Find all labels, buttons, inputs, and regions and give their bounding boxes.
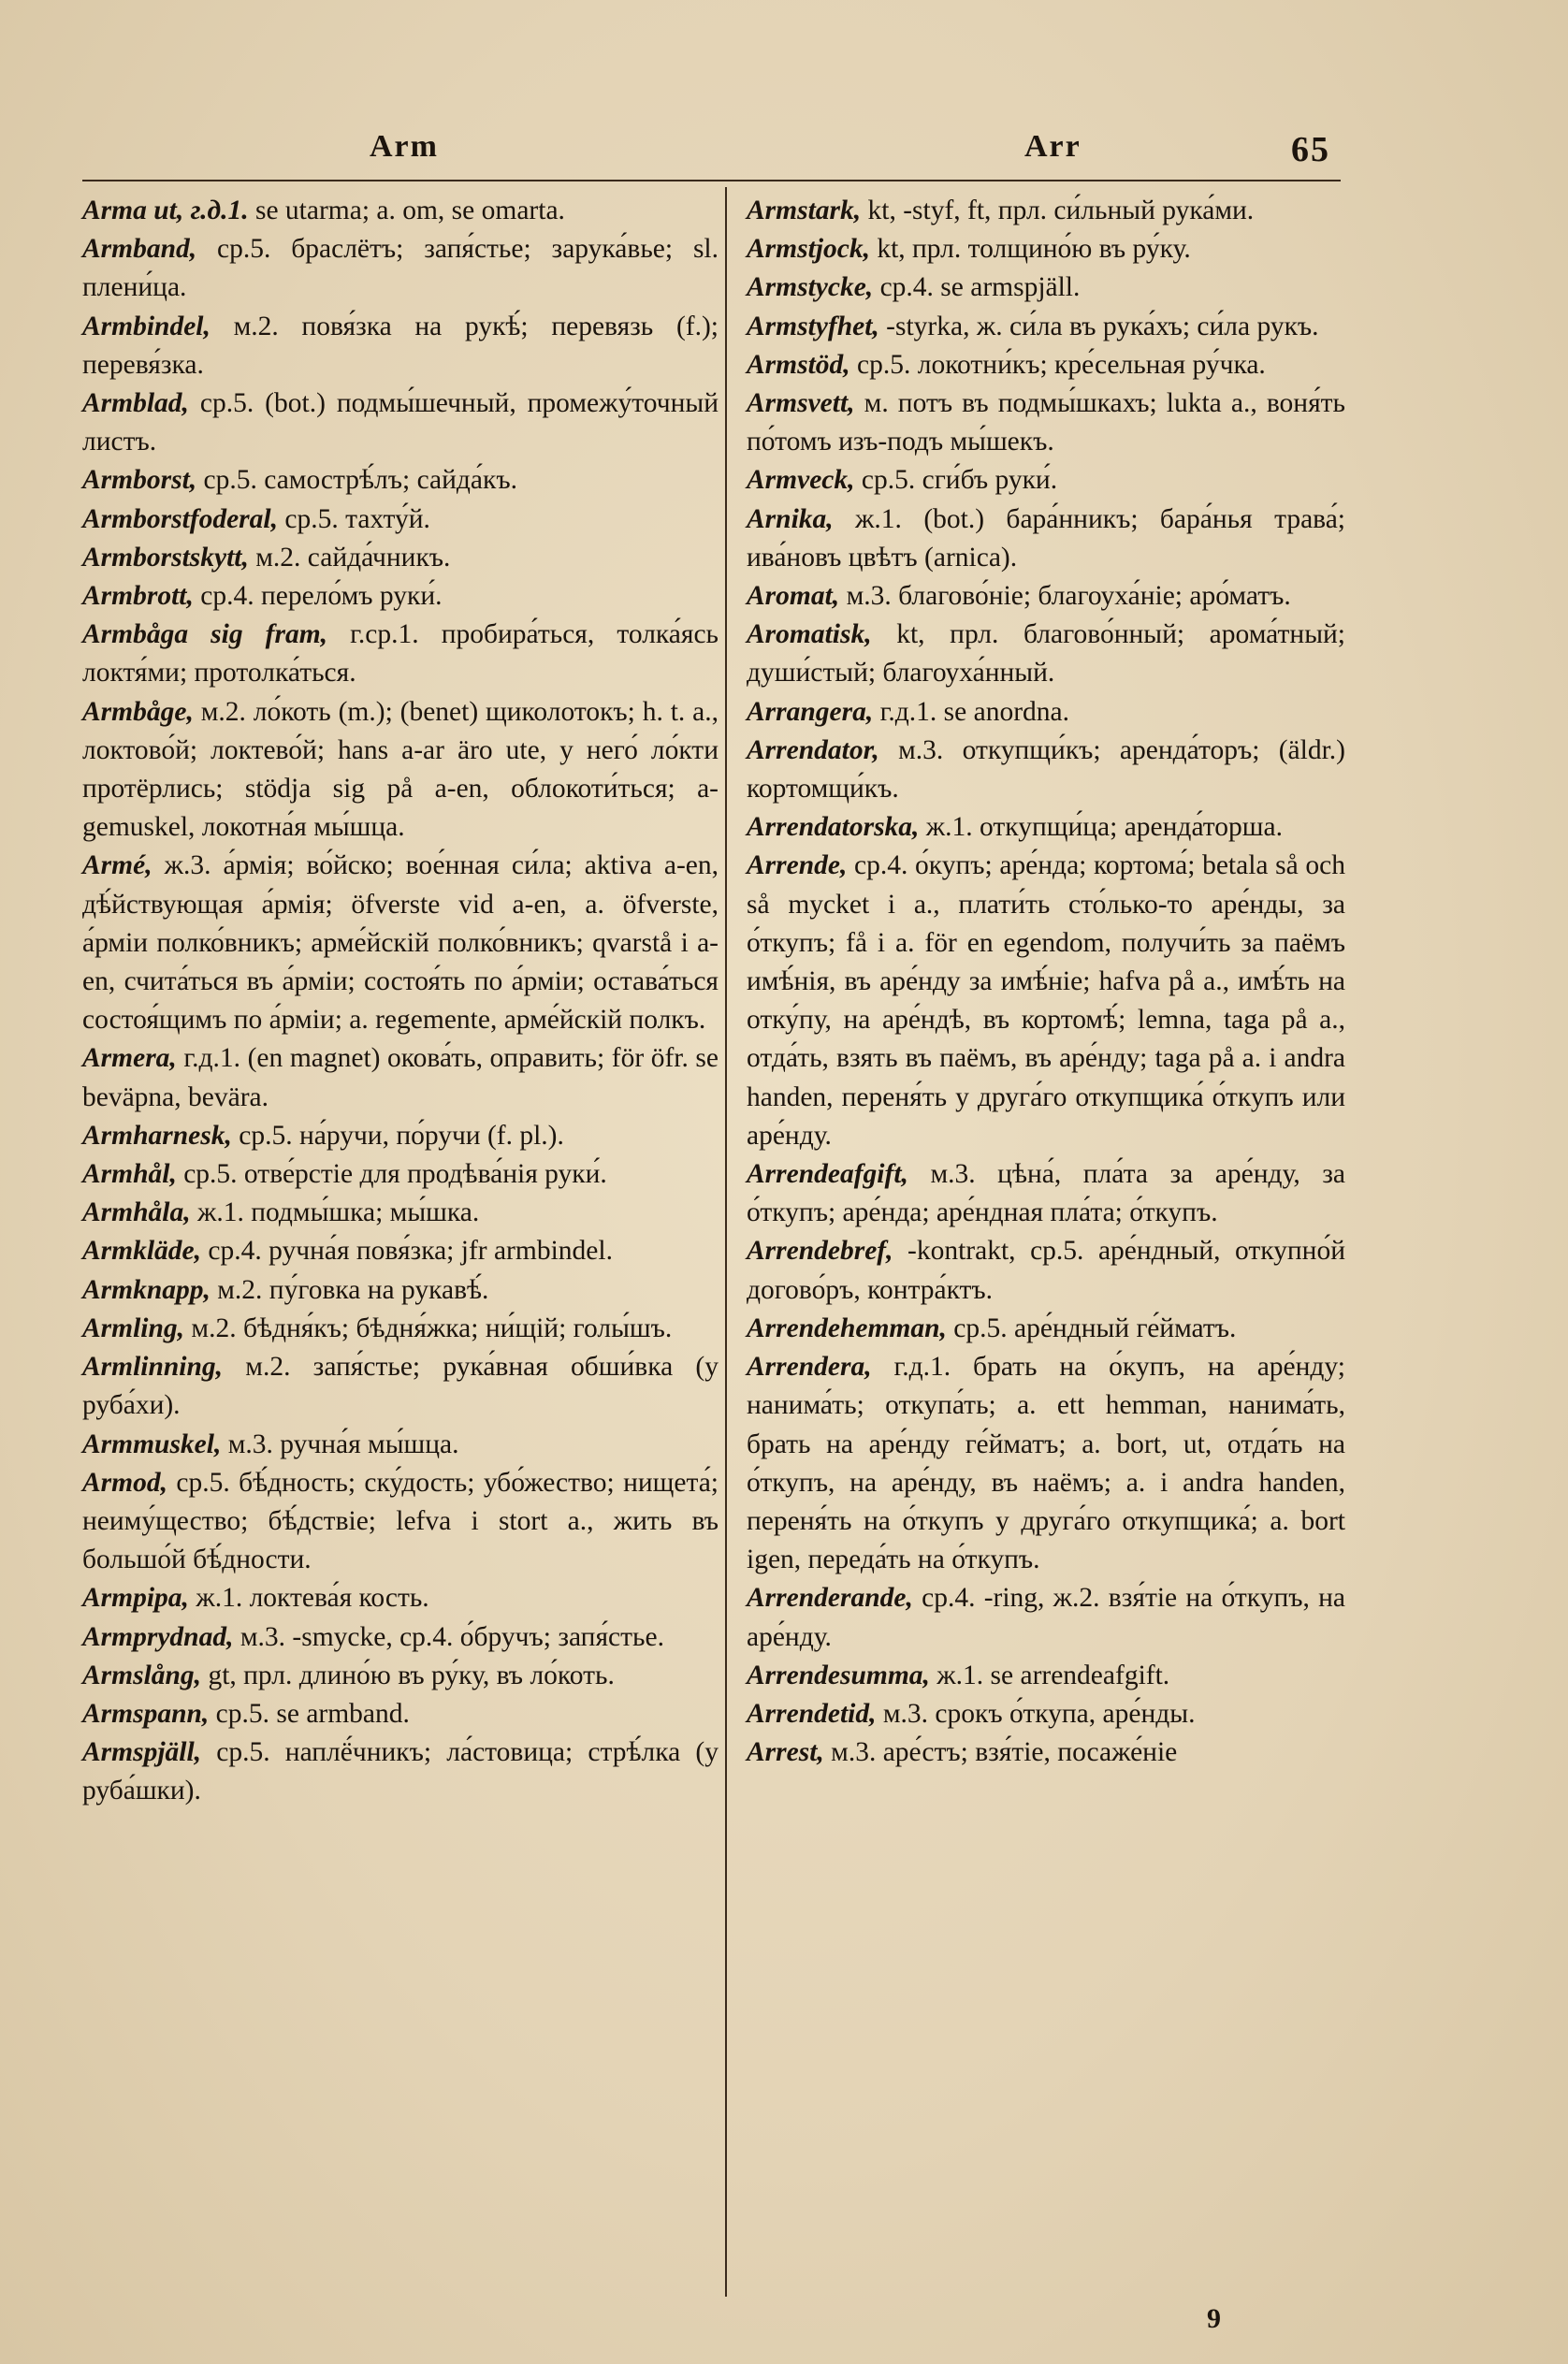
entry-definition: ср.5. браслётъ; запя́стье; зарука́вье; sl. плени́ца.: [82, 234, 719, 303]
dictionary-entry: [82, 539, 719, 577]
entry-definition: м.3. срокъ о́ткупа, аре́нды.: [876, 1698, 1196, 1729]
dictionary-entry: [82, 384, 719, 461]
entry-headword: Armslång,: [82, 1660, 202, 1690]
entry-headword: Aromatisk,: [747, 619, 872, 650]
entry-headword: Armera,: [82, 1043, 177, 1074]
entry-definition: м.3. откупщи́къ; аренда́торъ; (äldr.) кортомщи́къ.: [747, 734, 1345, 805]
dictionary-entry: [82, 230, 719, 307]
entry-headword: Armpipa,: [82, 1583, 189, 1614]
entry-definition: м.3. ручна́я мы́шца.: [221, 1429, 459, 1459]
entry-definition: м.2. сайда́чникъ.: [248, 542, 451, 573]
entry-definition: м.2. повя́зка на рукѣ́; перевязь (f.); перевя́зка.: [82, 311, 719, 380]
entry-definition: ж.1. откупщи́ца; аренда́торша.: [919, 812, 1283, 843]
entry-definition: г.д.1. брать на о́купъ, на аре́нду; нанима́ть; откупа́ть; a. ett hemman, нанима́ть, брать на аре́нду ге́йматъ; a. bort, ut, отда́ть на о́ткупъ, на аре́нду, въ наёмъ; a. i andra handen, переня́ть на о́ткупъ у друга́го откупщика́; a. bort igen, переда́ть на о́ткупъ.: [747, 1352, 1345, 1575]
dictionary-entry: [747, 346, 1345, 384]
dictionary-entry: [747, 1657, 1345, 1695]
entry-headword: Arrendeafgift,: [747, 1159, 908, 1190]
dictionary-entry: [82, 847, 719, 1039]
dictionary-entry: [82, 1695, 719, 1733]
entry-definition: м.2. запя́стье; рука́вная обши́вка (у руба́хи).: [82, 1352, 719, 1421]
dictionary-entry: [747, 1155, 1345, 1232]
right-running-head: Arr: [1024, 129, 1082, 164]
entry-definition: м.3. благово́ніе; благоуха́ніе; аро́матъ.: [839, 581, 1291, 612]
entry-headword: Armblad,: [82, 388, 189, 419]
dictionary-entry: [747, 847, 1345, 1155]
entry-definition: ср.5. сги́бъ руки́.: [854, 465, 1058, 496]
dictionary-entry: [747, 808, 1345, 847]
entry-headword: Armmuskel,: [82, 1429, 222, 1459]
entry-headword: Armveck,: [747, 465, 855, 496]
entry-definition: kt, -styf, ft, прл. си́льный рука́ми.: [861, 196, 1255, 225]
dictionary-entry: [747, 500, 1345, 577]
entry-definition: -kontrakt, ср.5. аре́ндный, откупно́й догово́ръ, контра́ктъ.: [747, 1236, 1345, 1305]
dictionary-entry: [82, 1194, 719, 1232]
entry-definition: ср.5. (bot.) подмы́шечный, промежу́точный листъ.: [82, 388, 719, 457]
entry-definition: ж.3. а́рмія; во́йско; вое́нная си́ла; aktiva a-en, дѣ́йствующая а́рмія; öfverste vid a-en, a. öfverste, а́рміи полко́вникъ; арме́йскій полко́вникъ; qvarstå i a-en, счита́ться въ а́рміи; состоя́ть по а́рміи; остава́ться состоя́щимъ по а́рміи; a. regemente, арме́йскій полкъ.: [82, 850, 719, 1036]
entry-definition: г.д.1. (en magnet) окова́ть, оправить; för öfr. se beväpna, bevära.: [82, 1043, 719, 1112]
entry-definition: ср.5. самострѣ́лъ; сайда́къ.: [196, 465, 517, 496]
dictionary-entry: [82, 192, 719, 230]
entry-headword: Armborstskytt,: [82, 542, 249, 573]
dictionary-entry: [82, 693, 719, 848]
entry-headword: Arrendesumma,: [747, 1660, 930, 1690]
entry-headword: Arrende,: [747, 850, 848, 881]
dictionary-entry: [82, 461, 719, 500]
entry-headword: Armstark,: [747, 196, 862, 225]
entry-headword: Armbindel,: [82, 311, 211, 341]
dictionary-entry: [747, 1348, 1345, 1579]
entry-definition: м. потъ въ подмы́шкахъ; lukta a., воня́ть по́томъ изъ-подъ мы́шекъ.: [747, 388, 1345, 457]
entry-headword: Arrenderande,: [747, 1583, 913, 1614]
entry-headword: Armborst,: [82, 465, 197, 496]
entry-definition: м.2. ло́коть (m.); (benet) щиколотокъ; h. t. a., локтово́й; локтево́й; hans a-ar äro ute, у него́ ло́кти протёрлись; stödja sig på a-en, облокоти́ться; a-gemuskel, локотна́я мы́шца.: [82, 696, 719, 843]
header-rule: [82, 180, 1341, 181]
entry-headword: Arrest,: [747, 1737, 824, 1768]
dictionary-entry: [82, 1733, 719, 1810]
dictionary-entry: [747, 616, 1345, 692]
entry-definition: kt, прл. толщино́ю въ ру́ку.: [869, 234, 1191, 265]
entry-definition: ср.4. перело́мъ руки́.: [193, 581, 443, 612]
entry-headword: Armstycke,: [747, 272, 874, 303]
entry-headword: Armspjäll,: [82, 1737, 202, 1768]
entry-definition: se utarma; a. om, se omarta.: [248, 196, 565, 225]
entry-definition: ср.4. ручна́я повя́зка; jfr armbindel.: [201, 1236, 613, 1267]
entry-definition: ж.1. подмы́шка; мы́шка.: [190, 1197, 480, 1228]
dictionary-entry: [82, 1039, 719, 1116]
dictionary-entry: [82, 577, 719, 616]
left-column: [82, 192, 719, 1811]
dictionary-entry: [747, 1695, 1345, 1733]
entry-definition: ср.5. аре́ндный ге́йматъ.: [946, 1313, 1237, 1343]
dictionary-entry: [747, 577, 1345, 616]
dictionary-entry: [82, 1464, 719, 1580]
entry-definition: м.2. пу́говка на рукавѣ́.: [210, 1274, 489, 1305]
entry-definition: ср.5. se armband.: [209, 1698, 410, 1729]
dictionary-entry: [747, 1733, 1345, 1772]
dictionary-entry: [82, 1117, 719, 1155]
dictionary-entry: [82, 1657, 719, 1695]
entry-headword: Arrendehemman,: [747, 1313, 947, 1343]
entry-definition: ср.5. бѣ́дность; ску́дость; убо́жество; нищета́; неиму́щество; бѣ́дствіе; lefva i stort a., жить въ большо́й бѣ́дности.: [82, 1467, 719, 1575]
entry-definition: м.2. бѣдня́къ; бѣдня́жка; ни́щій; голы́шъ.: [184, 1313, 673, 1343]
entry-definition: ср.4. о́купъ; аре́нда; кортома́; betala så och så mycket i a., плати́ть сто́лько-то аре́нды, за о́ткупъ; få i a. för en egendom, получи́ть за паёмъ имѣ́нія, въ аре́нду за имѣ́ніе; hafva på a., имѣ́ть на отку́пу, на аре́ндѣ, въ кортомѣ́; lemna, taga på a., отда́ть, взять въ паёмъ, въ аре́нду; taga på a. i andra handen, переня́ть у друга́го откупщика́ о́ткупъ или аре́нду.: [747, 850, 1345, 1151]
dictionary-entry: [82, 1618, 719, 1657]
entry-headword: Armhåla,: [82, 1197, 191, 1228]
dictionary-entry: [82, 1271, 719, 1310]
entry-headword: Arma ut, г.д.1.: [82, 196, 249, 225]
entry-definition: ж.1. se arrendeafgift.: [929, 1660, 1170, 1690]
entry-definition: -styrka, ж. си́ла въ рука́хъ; си́ла рукъ.: [878, 311, 1319, 341]
entry-headword: Armharnesk,: [82, 1120, 232, 1151]
entry-headword: Armprydnad,: [82, 1621, 234, 1652]
entry-definition: ср.5. на́ручи, по́ручи (f. pl.).: [231, 1120, 564, 1151]
dictionary-entry: [82, 1579, 719, 1617]
entry-headword: Armbåga sig fram,: [82, 619, 328, 650]
entry-headword: Armbåge,: [82, 696, 194, 727]
dictionary-entry: [747, 461, 1345, 500]
dictionary-entry: [747, 230, 1345, 268]
entry-headword: Armstöd,: [747, 349, 850, 380]
dictionary-entry: [747, 732, 1345, 808]
page-number: 65: [1291, 130, 1330, 169]
dictionary-entry: [747, 693, 1345, 732]
entry-headword: Armlinning,: [82, 1352, 224, 1383]
entry-headword: Armhål,: [82, 1159, 177, 1190]
entry-headword: Arrendatorska,: [747, 812, 920, 843]
entry-definition: г.д.1. se anordna.: [873, 696, 1069, 727]
entry-headword: Armspann,: [82, 1698, 210, 1729]
entry-headword: Armband,: [82, 234, 197, 265]
dictionary-entry: [747, 308, 1345, 346]
dictionary-entry: [82, 1426, 719, 1464]
entry-headword: Armborstfoderal,: [82, 503, 278, 534]
dictionary-entry: [82, 1348, 719, 1425]
entry-headword: Armling,: [82, 1313, 185, 1343]
entry-definition: gt, прл. длино́ю въ ру́ку, въ ло́коть.: [201, 1660, 615, 1690]
entry-headword: Armkläde,: [82, 1236, 202, 1267]
dictionary-entry: [747, 1579, 1345, 1656]
entry-headword: Arrendebref,: [747, 1236, 893, 1267]
entry-definition: ж.1. (bot.) бара́нникъ; бара́нья трава́; ива́новъ цвѣтъ (arnica).: [747, 503, 1345, 573]
dictionary-entry: [82, 1232, 719, 1270]
dictionary-entry: [82, 616, 719, 692]
entry-definition: ср.5. локотни́къ; кре́сельная ру́чка.: [849, 349, 1266, 380]
entry-headword: Arrangera,: [747, 696, 874, 727]
entry-headword: Armstjock,: [747, 234, 870, 265]
entry-definition: kt, прл. благово́нный; арома́тный; души́стый; благоуха́нный.: [747, 619, 1345, 689]
dictionary-entry: [747, 268, 1345, 307]
entry-definition: ср.4. -ring, ж.2. взя́тіе на о́ткупъ, на аре́нду.: [747, 1583, 1345, 1652]
entry-definition: м.3. -smycke, ср.4. о́бручъ; запя́стье.: [233, 1621, 664, 1652]
entry-headword: Aromat,: [747, 581, 840, 612]
dictionary-entry: [82, 308, 719, 384]
entry-headword: Armé,: [82, 850, 152, 881]
entry-headword: Arnika,: [747, 503, 834, 534]
column-separator: [725, 187, 727, 2297]
entry-headword: Armbrott,: [82, 581, 194, 612]
dictionary-entry: [747, 1310, 1345, 1348]
signature-mark: 9: [1207, 2303, 1221, 2334]
entry-headword: Arrendator,: [747, 734, 879, 765]
entry-headword: Arrendetid,: [747, 1698, 877, 1729]
entry-definition: ср.5. отве́рстіе для продѣва́нія руки́.: [176, 1159, 607, 1190]
dictionary-entry: [82, 1155, 719, 1194]
entry-headword: Arrendera,: [747, 1352, 872, 1383]
entry-definition: г.ср.1. пробира́ться, толка́ясь локтя́ми; протолка́ться.: [82, 619, 719, 689]
entry-definition: ж.1. локтева́я кость.: [188, 1583, 429, 1614]
entry-definition: ср.5. наплё́чникъ; ла́стовица; стрѣ́лка (у руба́шки).: [82, 1737, 719, 1806]
entry-definition: ср.5. тахту́й.: [277, 503, 430, 534]
dictionary-entry: [82, 1310, 719, 1348]
left-running-head: Arm: [370, 129, 439, 164]
entry-headword: Armstyfhet,: [747, 311, 879, 341]
entry-headword: Armknapp,: [82, 1274, 211, 1305]
entry-definition: м.3. цѣна́, пла́та за аре́нду, за о́ткупъ; аре́нда; аре́ндная пла́та; о́ткупъ.: [747, 1159, 1345, 1228]
dictionary-entry: [747, 384, 1345, 461]
dictionary-entry: [82, 500, 719, 539]
right-column: [747, 192, 1345, 1772]
dictionary-entry: [747, 1232, 1345, 1309]
entry-headword: Armod,: [82, 1467, 167, 1498]
dictionary-entry: [747, 192, 1345, 230]
entry-definition: м.3. аре́стъ; взя́тіе, посаже́ніе: [823, 1737, 1178, 1768]
entry-headword: Armsvett,: [747, 388, 855, 419]
entry-definition: ср.4. se armspjäll.: [873, 272, 1081, 303]
